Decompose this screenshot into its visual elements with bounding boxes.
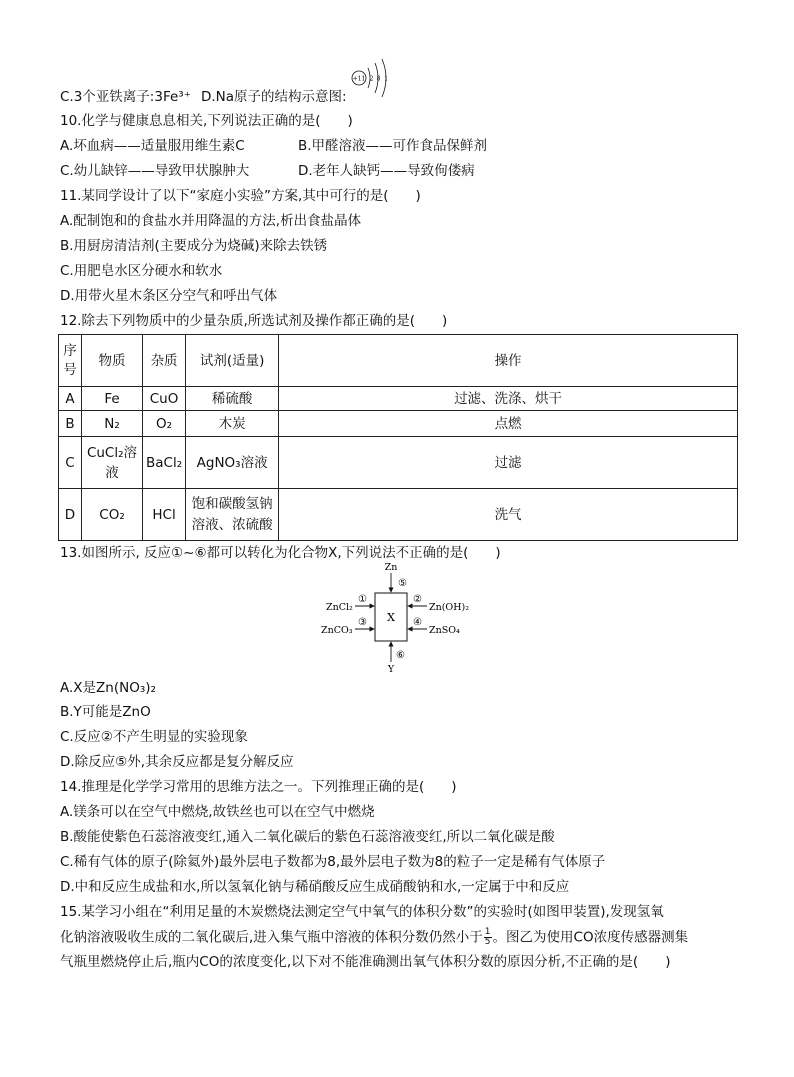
table-cell: HCl — [143, 489, 186, 541]
q11-option-a: A.配制饱和的食盐水并用降温的方法,析出食盐晶体 — [60, 213, 362, 229]
table-cell: CuO — [143, 387, 186, 411]
q14-option-c: C.稀有气体的原子(除氦外)最外层电子数都为8,最外层电子数为8的粒子一定是稀有气体原子 — [60, 854, 606, 870]
table-cell: 饱和碳酸氢钠溶液、浓硫酸 — [186, 489, 279, 541]
table-header-cell: 物质 — [82, 335, 143, 387]
table-header-cell: 杂质 — [143, 335, 186, 387]
table-cell: 稀硫酸 — [186, 387, 279, 411]
table-cell: CuCl₂溶液 — [82, 437, 143, 489]
atom-shell-3-label: 1 — [384, 75, 388, 83]
table-cell: BaCl₂ — [143, 437, 186, 489]
q12-stem: 12.除去下列物质中的少量杂质,所选试剂及操作都正确的是( ) — [60, 313, 448, 329]
q15-line-3: 气瓶里燃烧停止后,瓶内CO的浓度变化,以下对不能准确测出氧气体积分数的原因分析,不正确的是( ) — [60, 954, 671, 970]
znoh2-label: Zn(OH)₂ — [429, 602, 470, 613]
table-cell: O₂ — [143, 411, 186, 437]
table-cell: 木炭 — [186, 411, 279, 437]
atom-shell-2-label: 8 — [376, 75, 381, 83]
q10-stem: 10.化学与健康息息相关,下列说法正确的是( ) — [60, 113, 353, 129]
table-header-cell: 序号 — [59, 335, 82, 387]
q13-option-b: B.Y可能是ZnO — [60, 704, 151, 720]
q14-option-b: B.酸能使紫色石蕊溶液变红,通入二氧化碳后的紫色石蕊溶液变红,所以二氧化碳是酸 — [60, 829, 555, 845]
q14-option-d: D.中和反应生成盐和水,所以氢氧化钠与稀硝酸反应生成硝酸钠和水,一定属于中和反应 — [60, 879, 570, 895]
table-header-cell: 操作 — [279, 335, 738, 387]
q11-option-c: C.用肥皂水区分硬水和软水 — [60, 263, 223, 279]
q15-line-2-end: 。图乙为使用CO浓度传感器测集 — [492, 929, 689, 946]
label-n1: ① — [358, 594, 367, 605]
table-cell: AgNO₃溶液 — [186, 437, 279, 489]
q13-conversion-diagram — [318, 560, 478, 676]
table-cell: C — [59, 437, 82, 489]
q14-stem: 14.推理是化学学习常用的思维方法之一。下列推理正确的是( ) — [60, 779, 457, 795]
label-n6: ⑥ — [396, 650, 405, 661]
q15-line-2-start: 化钠溶液吸收生成的二氧化碳后,进入集气瓶中溶液的体积分数仍然小于 — [60, 929, 483, 946]
table-cell: A — [59, 387, 82, 411]
zncl2-label: ZnCl₂ — [326, 602, 353, 613]
table-cell: D — [59, 489, 82, 541]
q10-option-b: B.甲醛溶液——可作食品保鲜剂 — [298, 138, 488, 154]
table-cell: 点燃 — [279, 411, 738, 437]
table-row — [59, 489, 738, 541]
q11-stem: 11.某同学设计了以下“家庭小实验”方案,其中可行的是( ) — [60, 188, 421, 204]
q11-option-b: B.用厨房清洁剂(主要成分为烧碱)来除去铁锈 — [60, 238, 328, 254]
table-row — [59, 387, 738, 411]
table-cell: CO₂ — [82, 489, 143, 541]
q13-stem: 13.如图所示, 反应①~⑥都可以转化为化合物X,下列说法不正确的是( ) — [60, 545, 501, 561]
table-cell: 过滤 — [279, 437, 738, 489]
table-row — [59, 437, 738, 489]
atom-shell-1-label: 2 — [369, 75, 374, 83]
znco3-label: ZnCO₃ — [321, 625, 353, 636]
x-label: X — [387, 611, 395, 624]
fraction-one-fifth — [484, 928, 492, 947]
q15-line-2 — [60, 928, 688, 947]
fraction-denominator: 5 — [484, 937, 491, 947]
table-cell: 洗气 — [279, 489, 738, 541]
table-header-cell: 试剂(适量) — [186, 335, 279, 387]
table-header-row — [59, 335, 738, 387]
q13-option-c: C.反应②不产生明显的实验现象 — [60, 729, 248, 745]
znso4-label: ZnSO₄ — [429, 625, 460, 636]
q11-option-d: D.用带火星木条区分空气和呼出气体 — [60, 288, 278, 304]
q10-option-d: D.老年人缺钙——导致佝偻病 — [298, 163, 475, 179]
q10-option-c: C.幼儿缺锌——导致甲状腺肿大 — [60, 163, 250, 179]
q9-option-c-text: C.3个亚铁离子:3Fe³⁺ — [60, 89, 191, 105]
table-cell: Fe — [82, 387, 143, 411]
label-n5: ⑤ — [398, 578, 407, 589]
q9-option-c — [60, 88, 191, 106]
q10-option-a: A.坏血病——适量服用维生素C — [60, 138, 245, 154]
q13-option-d: D.除反应⑤外,其余反应都是复分解反应 — [60, 754, 294, 770]
q14-option-a: A.镁条可以在空气中燃烧,故铁丝也可以在空气中燃烧 — [60, 804, 375, 820]
q13-option-a: A.X是Zn(NO₃)₂ — [60, 680, 156, 696]
y-label: Y — [387, 664, 395, 675]
table-row — [59, 411, 738, 437]
fraction-numerator: 1 — [484, 927, 491, 937]
atom-nucleus-label: +11 — [352, 75, 366, 83]
q15-line-1: 15.某学习小组在“利用足量的木炭燃烧法测定空气中氧气的体积分数”的实验时(如图甲装置),发现氢氧 — [60, 904, 664, 920]
table-cell: N₂ — [82, 411, 143, 437]
table-cell: B — [59, 411, 82, 437]
q9-option-d: D.Na原子的结构示意图: — [201, 89, 347, 105]
label-n3: ③ — [358, 617, 367, 628]
sodium-atom-diagram — [350, 56, 396, 100]
label-n4: ④ — [413, 617, 422, 628]
q12-table — [58, 334, 738, 541]
label-n2: ② — [413, 594, 422, 605]
zn-label: Zn — [384, 562, 398, 573]
table-cell: 过滤、洗涤、烘干 — [279, 387, 738, 411]
